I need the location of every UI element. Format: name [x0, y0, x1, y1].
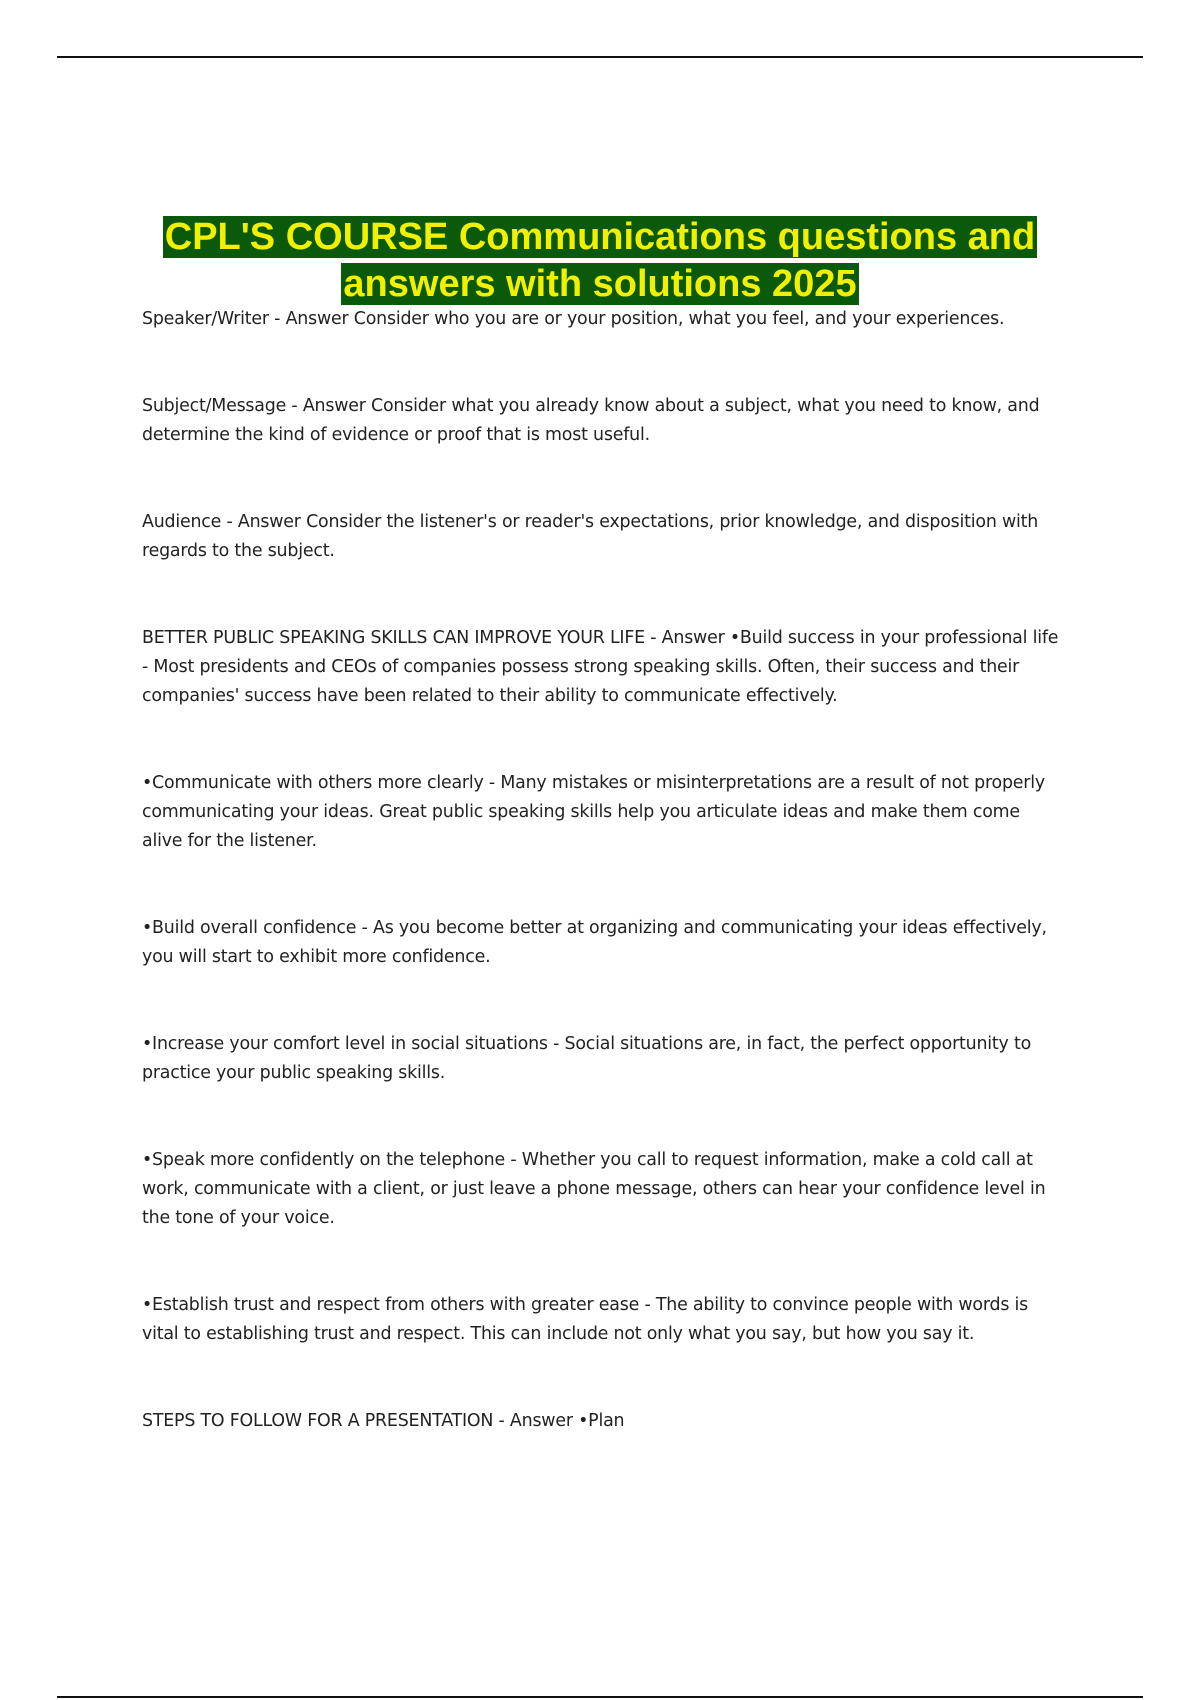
title-highlight: CPL'S COURSE Communications questions and answers with solutions 2025	[164, 216, 1036, 305]
qa-telephone-confidence: •Speak more confidently on the telephone - Whether you call to request information, make a cold call at work, communicate with a client, or just leave a phone message, others can hear your confidence level in the tone of your voice.	[142, 1150, 1046, 1228]
qa-build-confidence: •Build overall confidence - As you become better at organizing and communicating your ideas effectively, you will start to exhibit more confidence.	[142, 918, 1047, 967]
qa-communicate-clearly: •Communicate with others more clearly - Many mistakes or misinterpretations are a result of not properly communicating your ideas. Great public speaking skills help you articulate ideas and make them come alive for the listener.	[142, 773, 1045, 851]
document-body	[142, 305, 1062, 1494]
qa-audience: Audience - Answer Consider the listener's or reader's expectations, prior knowledge, and disposition with regards to the subject.	[142, 512, 1039, 561]
qa-public-speaking-benefits: BETTER PUBLIC SPEAKING SKILLS CAN IMPROVE YOUR LIFE - Answer •Build success in your professional life - Most presidents and CEOs of companies possess strong speaking skills. Often, their success and their companies' success have been related to their ability to communicate effectively.	[142, 628, 1059, 706]
qa-speaker-writer: Speaker/Writer - Answer Consider who you are or your position, what you feel, and your experiences.	[142, 309, 1005, 329]
qa-trust-respect: •Establish trust and respect from others with greater ease - The ability to convince people with words is vital to establishing trust and respect. This can include not only what you say, but how you say it.	[142, 1295, 1029, 1344]
qa-social-comfort: •Increase your comfort level in social situations - Social situations are, in fact, the perfect opportunity to practice your public speaking skills.	[142, 1034, 1032, 1083]
document-title	[100, 214, 1100, 308]
qa-subject-message: Subject/Message - Answer Consider what you already know about a subject, what you need to know, and determine the kind of evidence or proof that is most useful.	[142, 396, 1040, 445]
top-rule	[57, 56, 1143, 58]
bottom-rule	[57, 1696, 1143, 1698]
qa-presentation-steps: STEPS TO FOLLOW FOR A PRESENTATION - Answer •Plan	[142, 1411, 625, 1431]
